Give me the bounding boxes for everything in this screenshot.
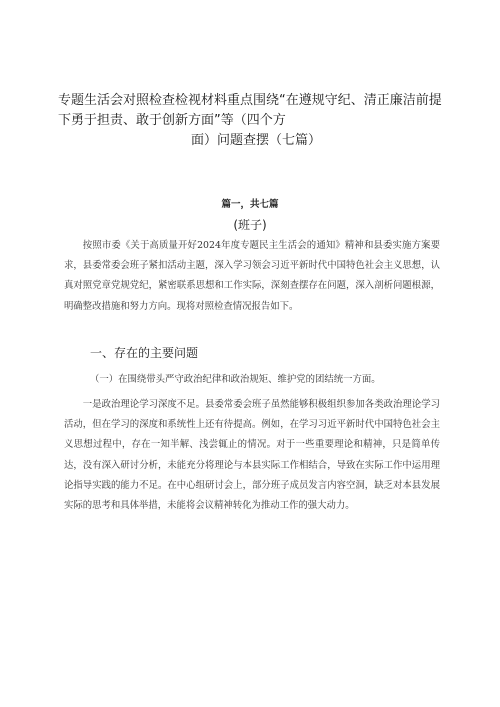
chapter-label: 篇一，共七篇 [221, 199, 279, 210]
document-title [58, 91, 450, 151]
body-paragraph: 一是政治理论学习深度不足。县委常委会班子虽然能够积极组织参加各类政治理论学习活动，但在学习的深度和系统性上还有待提高。例如，在学习习近平新时代中国特色社会主义思想过程中，存在一知半解、浅尝辄止的情况。对于一些重要理论和精神，只是简单传达，没有深入研讨分析，未能充分将理论与本县实际工作相结合，导致在实际工作中运用理论指导实践的能力不足。在中心组研讨会上，部分班子成员发言内容空洞，缺乏对本县发展实际的思考和具体举措，未能将会议精神转化为推动工作的强大动力。 [64, 399, 440, 512]
sub-heading: （一）在围绕带头严守政治纪律和政治规矩、维护党的团结统一方面。 [90, 374, 381, 385]
unit-label: (班子) [233, 218, 267, 232]
title-line-3: 面）问题查摆（七篇） [191, 133, 322, 148]
title-line-1: 专题生活会对照检查检视材料重点围绕“在遵规守纪、清正廉洁前提 [58, 93, 442, 108]
title-line-2: 下勇于担责、敢于创新方面”等（四个方 [58, 113, 286, 128]
intro-paragraph: 按照市委《关于高质量开好2024年度专题民主生活会的通知》精神和县委实施方案要求，县委常委会班子紧扣活动主题，深入学习领会习近平新时代中国特色社会主义思想，认真对照党章党规党纪，紧密联系思想和工作实际，深刻查摆存在问题，深入剖析问题根源，明确整改措施和努力方向。现将对照检查情况报告如下。 [64, 240, 440, 312]
section-heading: 一、存在的主要问题 [90, 346, 199, 360]
